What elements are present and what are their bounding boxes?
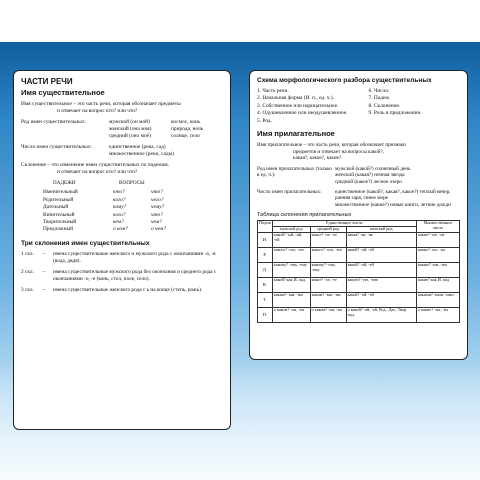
cases-table [43, 180, 223, 234]
adj-number-item: единственное (какой?, какая?, какое?) теплый вечер, ранняя заря, синее море [335, 188, 451, 202]
adjective-declension-table [257, 220, 460, 323]
text: какая?, какое?, какие? [293, 155, 342, 162]
adjective-definition [257, 142, 460, 162]
scheme-item: 9. Роль в предложении. [368, 110, 422, 117]
text: кого? [113, 196, 126, 203]
text: что? [151, 189, 163, 196]
adjective-gender-label: Род имен прилагательных (только в ед. ч.): [257, 165, 332, 179]
declension-item [21, 251, 223, 265]
gender-example: природа, ночь [171, 126, 204, 132]
text: кого? [113, 211, 126, 218]
text: предметов и отвечает на вопросы какой?, [293, 148, 385, 155]
parsing-scheme-list [257, 88, 460, 125]
scheme-item: 1. Часть речи. [257, 88, 289, 94]
text: какую? -ую, -юю [346, 277, 416, 292]
th-plural: Множественное число [416, 221, 459, 233]
text: о чем? [151, 226, 167, 233]
declension-table-title: Таблица склонения прилагательных [257, 212, 352, 219]
section-title-adjective: Имя прилагательное [257, 129, 335, 139]
text: кто? [113, 189, 125, 196]
text: – [43, 250, 46, 257]
scheme-item: 7. Падеж. [368, 95, 391, 102]
case-row [43, 197, 223, 204]
text: каким? -ым, -им [272, 292, 310, 307]
text: какой? как И. пад. [272, 277, 310, 292]
text: Дательный [43, 204, 69, 211]
adjective-number-block [257, 189, 460, 209]
gender-item: мужской (он мой) [109, 119, 150, 125]
table-row [258, 232, 460, 247]
text: какой? -ой, -ей [346, 262, 416, 277]
gender-item: средний (оно моё) [109, 133, 151, 139]
th-case: Падеж [258, 221, 273, 233]
text: Д. [258, 262, 273, 277]
table-row [258, 247, 460, 262]
text: и отвечает на вопрос кто? или что? [57, 108, 138, 114]
text: – [43, 286, 46, 293]
text: о каком? -ом, -ем [272, 307, 310, 322]
th-masculine: мужской род [272, 227, 310, 233]
case-row [43, 204, 223, 211]
text: Родительный [43, 196, 74, 203]
noun-gender-block [21, 119, 223, 140]
questions-header: ВОПРОСЫ [119, 180, 145, 186]
text: кем? [113, 219, 124, 226]
case-row [43, 189, 223, 196]
adjective-gender-block [257, 166, 460, 186]
noun-definition [21, 101, 223, 115]
scheme-item: 8. Склонение. [368, 102, 401, 109]
declensions-title: Три склонения имен существительных [21, 239, 150, 247]
number-item: множественное (реки, сады) [109, 151, 175, 157]
text: Имя существительное – это часть речи, которая обозначает предметы [21, 101, 181, 107]
text: каким? -ым, -им [310, 292, 346, 307]
text: о ком? [113, 226, 128, 233]
text: имена существительные женского и мужского рода с окончаниями -а, -я (вода, дядя). [53, 250, 216, 264]
noun-number-label: Число имен существительных: [21, 144, 92, 150]
text: какое? -ое, -ее [310, 277, 346, 292]
gender-item: женский (она моя) [109, 126, 152, 132]
text: имена существительные мужского рода без окончания и среднего рода с окончаниями -о, -е (конь, стол, поле, село). [53, 268, 217, 282]
text: чему? [151, 204, 165, 211]
text: о каких? -ых, -их [416, 307, 459, 322]
adj-gender-item: мужской (какой?) солнечный день [335, 165, 411, 172]
text: Имя прилагательное – это часть речи, которая обозначает признаки [257, 142, 406, 149]
text: Именительный [43, 189, 78, 196]
text: Р. [258, 247, 273, 262]
noun-gender-label: Род имен существительных: [21, 119, 86, 125]
text: что? [151, 211, 163, 218]
text: 3 скл. [21, 286, 34, 293]
text: какие? -ые, -ие [416, 232, 459, 247]
text: – [43, 268, 46, 275]
scheme-item: 4. Одушевленное или неодушевленное. [257, 110, 348, 117]
text: 2 скл. [21, 268, 34, 275]
text: чем? [151, 219, 162, 226]
adj-number-item: множественное (какие?) новые книги, летние дожди [335, 201, 451, 208]
gender-example: космос, конь [171, 119, 201, 125]
scheme-item: 5. Род. [257, 117, 272, 124]
th-feminine: женский род [346, 227, 416, 233]
text: о какой? -ой, -ей, Род., Дат., Твор. пад. [346, 307, 416, 322]
text: П. [258, 307, 273, 322]
scheme-title: Схема морфологического разбора существительных [257, 77, 432, 84]
morphology-panel [249, 70, 468, 360]
declension-item [21, 269, 223, 283]
table-row [258, 307, 460, 322]
text: какого? -ого, -его [310, 247, 346, 262]
noun-number-block [21, 144, 223, 158]
table-row [258, 292, 460, 307]
th-neuter: средний род [310, 227, 346, 233]
text: какой? -ой, -ей [346, 247, 416, 262]
text: Предложный [43, 226, 74, 233]
text: каких? -ых, -их [416, 247, 459, 262]
text: кому? [113, 204, 127, 211]
text: какие? как И. пад. [416, 277, 459, 292]
text: какой? -ой, -ей [346, 292, 416, 307]
text: Т. [258, 292, 273, 307]
cases-header: ПАДЕЖИ [53, 180, 76, 186]
text: о каком? -ом, -ем [310, 307, 346, 322]
adj-gender-item: средний (какое?) лесное озеро [335, 179, 402, 185]
text: каким? -ым, -им [416, 262, 459, 277]
scheme-item: 3. Собственное или нарицательное. [257, 102, 339, 109]
declension-item [21, 287, 223, 294]
scheme-item: 6. Число. [368, 88, 390, 94]
case-row [43, 226, 223, 233]
declension-definition [21, 162, 223, 176]
text: В. [258, 277, 273, 292]
number-item: единственное (река, сад) [109, 144, 166, 150]
text: имена существительные женского рода с ь на конце (степь, рожь). [53, 286, 203, 293]
text: Склонение – это изменение имен существительных по падежам. [21, 162, 170, 168]
text: и отвечает на вопрос кто? или что? [57, 169, 138, 175]
text: И. [258, 232, 273, 247]
table-row [258, 277, 460, 292]
panel-title: ЧАСТИ РЕЧИ [21, 77, 73, 86]
text: какими? -ыми, -ими [416, 292, 459, 307]
text: 1 скл. [21, 250, 34, 257]
text: Творительный [43, 219, 77, 226]
parts-of-speech-panel [13, 70, 231, 430]
scheme-item: 2. Начальная форма (И. п., ед. ч.). [257, 95, 335, 102]
text: какое? -ое, -ее [310, 232, 346, 247]
gender-example: солнце, село [171, 133, 200, 139]
text: Винительный [43, 211, 75, 218]
text: какому? -ому, -ему [310, 262, 346, 277]
text: какого? -ого, -его [272, 247, 310, 262]
adj-gender-item: женский (какая?) ночная звезда [335, 172, 405, 179]
case-row [43, 212, 223, 219]
text: чего? [151, 196, 164, 203]
text: какая? -ая, -яя [346, 232, 416, 247]
th-singular: Единственное число [272, 221, 416, 227]
table-row [258, 262, 460, 277]
text: какой? -ый, -ий, -ой [272, 232, 310, 247]
text: какому? -ому, -ему [272, 262, 310, 277]
section-title-noun: Имя существительное [21, 88, 105, 97]
adjective-number-label: Число имен прилагательных: [257, 188, 322, 195]
